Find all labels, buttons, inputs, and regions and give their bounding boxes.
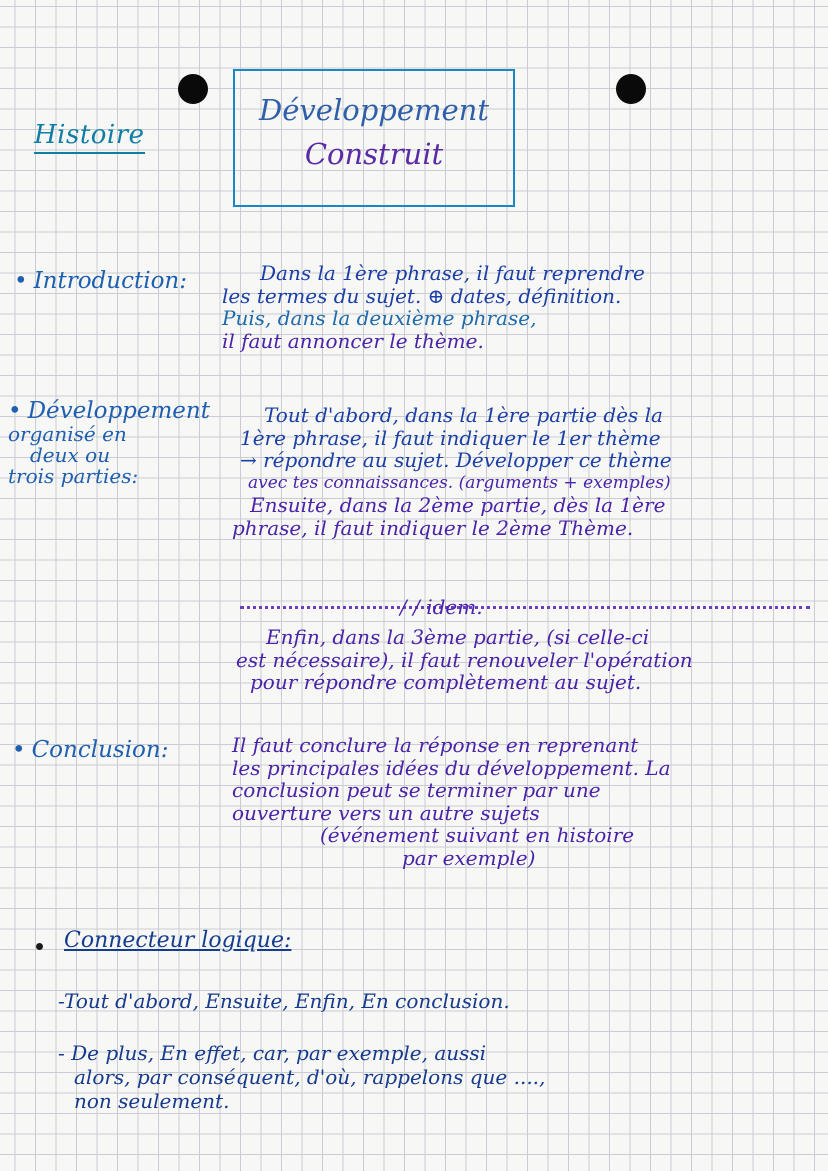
intro-line: Dans la 1ère phrase, il faut reprendre bbox=[260, 261, 645, 285]
concl-line: conclusion peut se terminer par une bbox=[232, 778, 601, 802]
concl-line: les principales idées du développement. La bbox=[232, 755, 671, 780]
dev-line: pour répondre complètement au sujet. bbox=[250, 670, 642, 694]
dev-line: Ensuite, dans la 2ème partie, dès la 1ère bbox=[250, 493, 666, 517]
dev-line: 1ère phrase, il faut indiquer le 1er thème bbox=[240, 425, 661, 450]
dev-label-line: trois parties: bbox=[8, 464, 139, 488]
concl-line: Il faut conclure la réponse en reprenant bbox=[232, 733, 639, 757]
concl-line: ouverture vers un autre sujets bbox=[232, 800, 540, 825]
intro-line: il faut annoncer le thème. bbox=[222, 328, 484, 353]
connecteur-line-2c: non seulement. bbox=[74, 1089, 230, 1113]
conclusion-label-text: Conclusion: bbox=[31, 737, 169, 763]
developpement-text bbox=[232, 404, 822, 539]
connecteur-line-2a: - De plus, En effet, car, par exemple, aussi bbox=[58, 1041, 487, 1065]
conclusion-text bbox=[232, 734, 822, 869]
title-box bbox=[233, 69, 515, 207]
punch-hole-right bbox=[616, 74, 646, 104]
dev-line: → répondre au sujet. Développer ce thème bbox=[240, 448, 672, 472]
dev-label-line: organisé en bbox=[8, 422, 127, 446]
introduction-label-text: Introduction: bbox=[33, 268, 187, 294]
developpement-text-part3 bbox=[236, 626, 826, 694]
dev-label-line: Développement bbox=[27, 398, 210, 424]
subject-heading: Histoire bbox=[34, 120, 145, 154]
concl-line: par exemple) bbox=[402, 845, 536, 870]
connecteur-bullet bbox=[36, 943, 43, 950]
squiggle-divider bbox=[240, 586, 810, 609]
dev-line: phrase, il faut indiquer le 2ème Thème. bbox=[232, 515, 634, 540]
connecteur-line-2b: alors, par conséquent, d'où, rappelons que ...., bbox=[74, 1065, 546, 1089]
title-line-2: Construit bbox=[304, 137, 444, 171]
dev-line-text: Tout d'abord, dans la 1ère partie dès la bbox=[264, 403, 663, 427]
developpement-label: • Développement organisé en deux ou trois parties: bbox=[8, 398, 210, 488]
punch-hole-left bbox=[178, 74, 208, 104]
intro-line: Puis, dans la deuxième phrase, bbox=[222, 306, 537, 330]
title-line-1: Développement bbox=[259, 93, 489, 127]
connecteur-line-1: -Tout d'abord, Ensuite, Enfin, En conclusion. bbox=[58, 989, 510, 1013]
dev-line bbox=[232, 404, 822, 427]
dev-line: avec tes connaissances. (arguments + exemples) bbox=[248, 472, 671, 493]
dev-line: Enfin, dans la 3ème partie, (si celle-ci bbox=[266, 625, 650, 649]
idem-text: / / idem. bbox=[400, 595, 483, 619]
connecteur-title: Connecteur logique: bbox=[64, 928, 292, 953]
concl-line: (événement suivant en histoire bbox=[320, 823, 635, 847]
dev-line: est nécessaire), il faut renouveler l'opération bbox=[236, 647, 693, 672]
introduction-text bbox=[222, 262, 812, 352]
conclusion-label: • Conclusion: bbox=[12, 737, 169, 763]
dev-label-line: deux ou bbox=[30, 443, 111, 467]
introduction-label: • Introduction: bbox=[14, 268, 187, 294]
intro-line: les termes du sujet. ⊕ dates, définition. bbox=[222, 283, 622, 308]
